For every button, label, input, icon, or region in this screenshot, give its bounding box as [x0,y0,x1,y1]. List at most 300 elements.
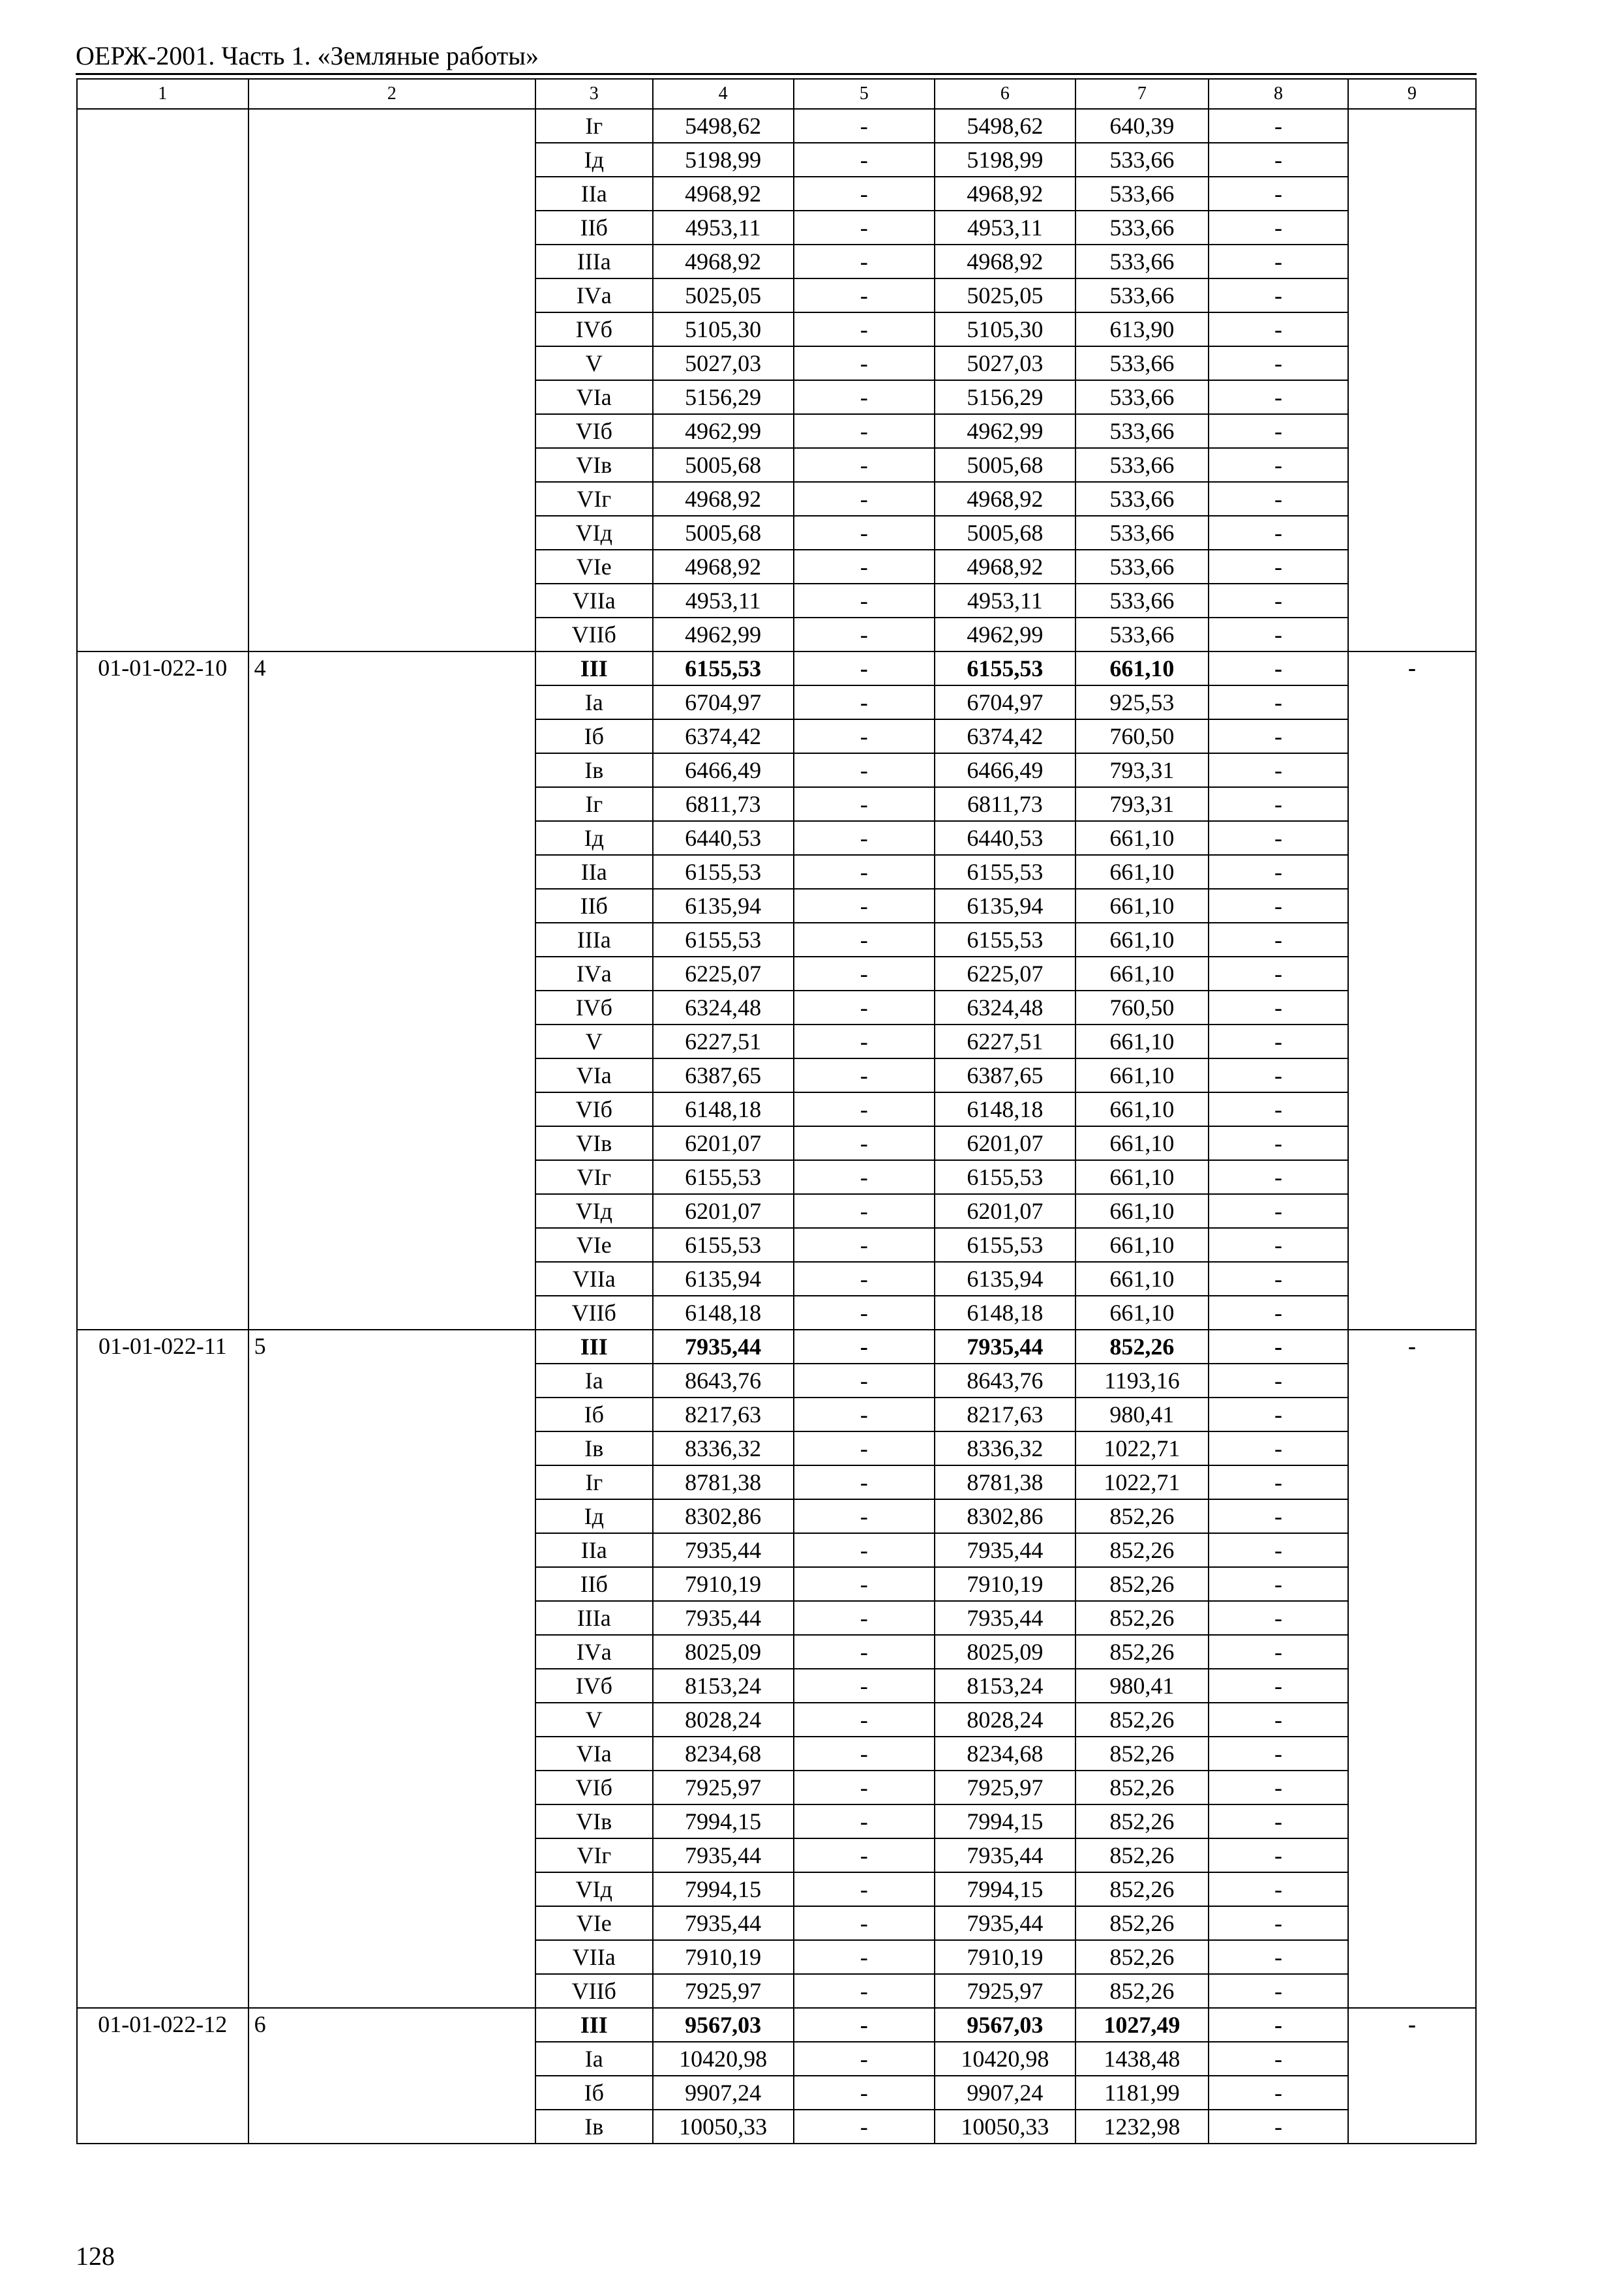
soil-group-cell: VIIа [535,584,653,618]
materials-cell: - [1209,1262,1348,1296]
machinist-wages-cell: 980,41 [1075,1669,1209,1703]
materials-cell: - [1209,1567,1348,1601]
machine-costs-cell: 5027,03 [935,346,1075,380]
machine-costs-cell: 6201,07 [935,1194,1075,1228]
soil-group-cell: Iа [535,1364,653,1398]
materials-cell: - [1209,380,1348,414]
machine-costs-cell: 8781,38 [935,1465,1075,1499]
soil-group-cell: IVб [535,991,653,1025]
direct-costs-cell: 8234,68 [653,1737,794,1771]
wages-cell: - [794,1364,935,1398]
materials-cell: - [1209,1296,1348,1330]
machine-costs-cell: 5156,29 [935,380,1075,414]
materials-cell: - [1209,1533,1348,1567]
direct-costs-cell: 7910,19 [653,1940,794,1974]
direct-costs-cell: 6374,42 [653,719,794,753]
machinist-wages-cell: 852,26 [1075,1635,1209,1669]
machine-costs-cell: 6374,42 [935,719,1075,753]
wages-cell: - [794,618,935,651]
machinist-wages-cell: 760,50 [1075,991,1209,1025]
machine-costs-cell: 7994,15 [935,1804,1075,1838]
direct-costs-cell: 7935,44 [653,1906,794,1940]
direct-costs-cell: 7925,97 [653,1771,794,1804]
materials-cell: - [1209,1804,1348,1838]
machinist-wages-cell: 661,10 [1075,651,1209,685]
column-number-row [77,79,1476,109]
wages-cell: - [794,1262,935,1296]
machine-costs-cell: 6148,18 [935,1296,1075,1330]
soil-group-cell: Iа [535,2042,653,2076]
direct-costs-cell: 4962,99 [653,414,794,448]
soil-group-cell: Iб [535,1398,653,1431]
wages-cell: - [794,923,935,957]
machine-costs-cell: 7935,44 [935,1330,1075,1364]
machine-costs-cell: 8153,24 [935,1669,1075,1703]
machine-costs-cell: 5198,99 [935,143,1075,177]
direct-costs-cell: 4953,11 [653,211,794,245]
column-number-cell: 1 [77,79,248,109]
machine-costs-cell: 4968,92 [935,482,1075,516]
wages-cell: - [794,1465,935,1499]
direct-costs-cell: 7925,97 [653,1974,794,2008]
machine-costs-cell: 6227,51 [935,1025,1075,1058]
materials-cell: - [1209,1058,1348,1092]
direct-costs-cell: 8302,86 [653,1499,794,1533]
soil-group-cell: IIIа [535,1601,653,1635]
wages-cell: - [794,1160,935,1194]
machinist-wages-cell: 661,10 [1075,1025,1209,1058]
machinist-wages-cell: 925,53 [1075,685,1209,719]
column-number-cell: 4 [653,79,794,109]
materials-cell: - [1209,991,1348,1025]
direct-costs-cell: 9907,24 [653,2076,794,2110]
wages-cell: - [794,1804,935,1838]
materials-cell: - [1209,1669,1348,1703]
machine-costs-cell: 6225,07 [935,957,1075,991]
soil-group-cell: VIг [535,482,653,516]
machinist-wages-cell: 533,66 [1075,245,1209,278]
soil-group-cell: Iв [535,2110,653,2144]
machinist-wages-cell: 793,31 [1075,787,1209,821]
machinist-wages-cell: 1022,71 [1075,1465,1209,1499]
direct-costs-cell: 10420,98 [653,2042,794,2076]
soil-group-cell: IVа [535,278,653,312]
direct-costs-cell: 8781,38 [653,1465,794,1499]
wages-cell: - [794,685,935,719]
wages-cell: - [794,1703,935,1737]
soil-group-cell: VIа [535,1058,653,1092]
soil-group-cell: VIе [535,1906,653,1940]
materials-cell: - [1209,1703,1348,1737]
materials-cell: - [1209,1838,1348,1872]
wages-cell: - [794,1974,935,2008]
machine-costs-cell: 6155,53 [935,923,1075,957]
machine-costs-cell: 5498,62 [935,109,1075,143]
soil-group-cell: VIв [535,1804,653,1838]
wages-cell: - [794,1431,935,1465]
materials-cell: - [1209,448,1348,482]
machinist-wages-cell: 1027,49 [1075,2008,1209,2042]
materials-cell: - [1209,2110,1348,2144]
wages-cell: - [794,414,935,448]
wages-cell: - [794,991,935,1025]
materials-cell: - [1209,2008,1348,2042]
soil-group-cell: VIб [535,1092,653,1126]
machinist-wages-cell: 613,90 [1075,312,1209,346]
item-name-cell: 4 [248,651,535,1330]
machinist-wages-cell: 661,10 [1075,1262,1209,1296]
direct-costs-cell: 7935,44 [653,1533,794,1567]
wages-cell: - [794,889,935,923]
direct-costs-cell: 8643,76 [653,1364,794,1398]
direct-costs-cell: 6155,53 [653,923,794,957]
direct-costs-cell: 10050,33 [653,2110,794,2144]
machine-costs-cell: 7994,15 [935,1872,1075,1906]
wages-cell: - [794,211,935,245]
soil-group-cell: IIб [535,889,653,923]
machinist-wages-cell: 533,66 [1075,584,1209,618]
direct-costs-cell: 5025,05 [653,278,794,312]
machine-costs-cell: 8217,63 [935,1398,1075,1431]
materials-cell: - [1209,312,1348,346]
materials-cell: - [1209,821,1348,855]
direct-costs-cell: 6225,07 [653,957,794,991]
soil-group-cell: III [535,1330,653,1364]
machine-costs-cell: 7925,97 [935,1974,1075,2008]
rates-table [76,78,1477,2144]
soil-group-cell: Iд [535,1499,653,1533]
machinist-wages-cell: 852,26 [1075,1838,1209,1872]
machine-costs-cell: 8643,76 [935,1364,1075,1398]
equipment-cell: - [1348,2008,1476,2144]
soil-group-cell: V [535,346,653,380]
materials-cell: - [1209,1872,1348,1906]
soil-group-cell: IIб [535,1567,653,1601]
machine-costs-cell: 8302,86 [935,1499,1075,1533]
machine-costs-cell: 6387,65 [935,1058,1075,1092]
direct-costs-cell: 6324,48 [653,991,794,1025]
machine-costs-cell: 6148,18 [935,1092,1075,1126]
machinist-wages-cell: 852,26 [1075,1330,1209,1364]
soil-group-cell: IIа [535,1533,653,1567]
materials-cell: - [1209,2042,1348,2076]
wages-cell: - [794,1126,935,1160]
soil-group-cell: V [535,1025,653,1058]
wages-cell: - [794,1025,935,1058]
direct-costs-cell: 6148,18 [653,1296,794,1330]
wages-cell: - [794,1669,935,1703]
table-row [77,109,1476,143]
wages-cell: - [794,245,935,278]
soil-group-cell: Iв [535,753,653,787]
machine-costs-cell: 5005,68 [935,516,1075,550]
soil-group-cell: VIа [535,380,653,414]
materials-cell: - [1209,1974,1348,2008]
materials-cell: - [1209,414,1348,448]
direct-costs-cell: 8336,32 [653,1431,794,1465]
soil-group-cell: IIIа [535,923,653,957]
machine-costs-cell: 6135,94 [935,889,1075,923]
materials-cell: - [1209,1364,1348,1398]
wages-cell: - [794,1906,935,1940]
wages-cell: - [794,787,935,821]
machine-costs-cell: 5105,30 [935,312,1075,346]
machinist-wages-cell: 852,26 [1075,1533,1209,1567]
direct-costs-cell: 6201,07 [653,1194,794,1228]
wages-cell: - [794,278,935,312]
materials-cell: - [1209,177,1348,211]
machine-costs-cell: 7935,44 [935,1838,1075,1872]
soil-group-cell: V [535,1703,653,1737]
machine-costs-cell: 6155,53 [935,1160,1075,1194]
direct-costs-cell: 7935,44 [653,1838,794,1872]
materials-cell: - [1209,787,1348,821]
machinist-wages-cell: 852,26 [1075,1872,1209,1906]
materials-cell: - [1209,1737,1348,1771]
page-header-title: ОЕРЖ-2001. Часть 1. «Земляные работы» [76,41,539,70]
machinist-wages-cell: 661,10 [1075,1058,1209,1092]
machinist-wages-cell: 852,26 [1075,1499,1209,1533]
machinist-wages-cell: 533,66 [1075,618,1209,651]
direct-costs-cell: 5198,99 [653,143,794,177]
soil-group-cell: III [535,2008,653,2042]
direct-costs-cell: 8153,24 [653,1669,794,1703]
materials-cell: - [1209,1601,1348,1635]
machine-costs-cell: 4962,99 [935,414,1075,448]
direct-costs-cell: 6387,65 [653,1058,794,1092]
materials-cell: - [1209,109,1348,143]
wages-cell: - [794,1635,935,1669]
soil-group-cell: VIа [535,1737,653,1771]
wages-cell: - [794,516,935,550]
machine-costs-cell: 4968,92 [935,550,1075,584]
item-name-cell: 5 [248,1330,535,2008]
wages-cell: - [794,821,935,855]
materials-cell: - [1209,1398,1348,1431]
machine-costs-cell: 7910,19 [935,1567,1075,1601]
machine-costs-cell: 6201,07 [935,1126,1075,1160]
direct-costs-cell: 7994,15 [653,1804,794,1838]
machinist-wages-cell: 661,10 [1075,821,1209,855]
machinist-wages-cell: 1022,71 [1075,1431,1209,1465]
materials-cell: - [1209,719,1348,753]
machinist-wages-cell: 661,10 [1075,1160,1209,1194]
soil-group-cell: IVа [535,1635,653,1669]
soil-group-cell: VIе [535,1228,653,1262]
wages-cell: - [794,1838,935,1872]
soil-group-cell: VIв [535,448,653,482]
machine-costs-cell: 6155,53 [935,651,1075,685]
wages-cell: - [794,1330,935,1364]
machine-costs-cell: 6466,49 [935,753,1075,787]
column-number-cell: 2 [248,79,535,109]
soil-group-cell: VIIб [535,1296,653,1330]
table-row [77,651,1476,685]
machine-costs-cell: 6704,97 [935,685,1075,719]
direct-costs-cell: 6155,53 [653,1228,794,1262]
materials-cell: - [1209,1194,1348,1228]
soil-group-cell: VIб [535,1771,653,1804]
soil-group-cell: Iд [535,143,653,177]
direct-costs-cell: 4953,11 [653,584,794,618]
machine-costs-cell: 7935,44 [935,1533,1075,1567]
materials-cell: - [1209,1635,1348,1669]
wages-cell: - [794,2042,935,2076]
wages-cell: - [794,2110,935,2144]
soil-group-cell: VIв [535,1126,653,1160]
direct-costs-cell: 9567,03 [653,2008,794,2042]
direct-costs-cell: 8217,63 [653,1398,794,1431]
machinist-wages-cell: 852,26 [1075,1703,1209,1737]
wages-cell: - [794,177,935,211]
wages-cell: - [794,312,935,346]
direct-costs-cell: 4968,92 [653,245,794,278]
soil-group-cell: III [535,651,653,685]
soil-group-cell: VIIа [535,1262,653,1296]
wages-cell: - [794,1499,935,1533]
soil-group-cell: Iд [535,821,653,855]
machinist-wages-cell: 533,66 [1075,550,1209,584]
direct-costs-cell: 6155,53 [653,855,794,889]
machine-costs-cell: 4962,99 [935,618,1075,651]
materials-cell: - [1209,855,1348,889]
item-name-cell: 6 [248,2008,535,2144]
materials-cell: - [1209,1330,1348,1364]
soil-group-cell: Iг [535,787,653,821]
direct-costs-cell: 7994,15 [653,1872,794,1906]
item-code-cell: 01-01-022-11 [77,1330,248,2008]
direct-costs-cell: 5027,03 [653,346,794,380]
materials-cell: - [1209,889,1348,923]
machinist-wages-cell: 1193,16 [1075,1364,1209,1398]
wages-cell: - [794,1940,935,1974]
machinist-wages-cell: 793,31 [1075,753,1209,787]
wages-cell: - [794,109,935,143]
wages-cell: - [794,1228,935,1262]
machinist-wages-cell: 852,26 [1075,1804,1209,1838]
machinist-wages-cell: 533,66 [1075,346,1209,380]
direct-costs-cell: 5156,29 [653,380,794,414]
wages-cell: - [794,584,935,618]
direct-costs-cell: 6135,94 [653,1262,794,1296]
materials-cell: - [1209,143,1348,177]
materials-cell: - [1209,1431,1348,1465]
soil-group-cell: IIа [535,855,653,889]
soil-group-cell: VIг [535,1160,653,1194]
materials-cell: - [1209,516,1348,550]
machine-costs-cell: 7935,44 [935,1601,1075,1635]
column-number-cell: 7 [1075,79,1209,109]
equipment-cell [1348,109,1476,651]
direct-costs-cell: 6704,97 [653,685,794,719]
direct-costs-cell: 6227,51 [653,1025,794,1058]
machinist-wages-cell: 661,10 [1075,855,1209,889]
machine-costs-cell: 4968,92 [935,177,1075,211]
machinist-wages-cell: 852,26 [1075,1906,1209,1940]
direct-costs-cell: 6466,49 [653,753,794,787]
soil-group-cell: VIб [535,414,653,448]
machine-costs-cell: 8025,09 [935,1635,1075,1669]
materials-cell: - [1209,753,1348,787]
soil-group-cell: IIIа [535,245,653,278]
direct-costs-cell: 6155,53 [653,1160,794,1194]
machine-costs-cell: 7925,97 [935,1771,1075,1804]
machinist-wages-cell: 760,50 [1075,719,1209,753]
machine-costs-cell: 8336,32 [935,1431,1075,1465]
direct-costs-cell: 4962,99 [653,618,794,651]
wages-cell: - [794,957,935,991]
machinist-wages-cell: 533,66 [1075,177,1209,211]
direct-costs-cell: 4968,92 [653,177,794,211]
item-code-cell [77,109,248,651]
column-number-cell: 3 [535,79,653,109]
direct-costs-cell: 8028,24 [653,1703,794,1737]
wages-cell: - [794,2008,935,2042]
direct-costs-cell: 5005,68 [653,516,794,550]
direct-costs-cell: 5005,68 [653,448,794,482]
header-rule [76,73,1477,75]
machinist-wages-cell: 661,10 [1075,923,1209,957]
page-number: 128 [76,2241,115,2271]
machinist-wages-cell: 980,41 [1075,1398,1209,1431]
materials-cell: - [1209,957,1348,991]
column-number-cell: 6 [935,79,1075,109]
wages-cell: - [794,753,935,787]
materials-cell: - [1209,1160,1348,1194]
materials-cell: - [1209,1906,1348,1940]
wages-cell: - [794,1872,935,1906]
soil-group-cell: VIд [535,1194,653,1228]
direct-costs-cell: 4968,92 [653,550,794,584]
machinist-wages-cell: 661,10 [1075,957,1209,991]
wages-cell: - [794,1296,935,1330]
machinist-wages-cell: 661,10 [1075,1296,1209,1330]
direct-costs-cell: 5105,30 [653,312,794,346]
machine-costs-cell: 9567,03 [935,2008,1075,2042]
materials-cell: - [1209,550,1348,584]
materials-cell: - [1209,651,1348,685]
wages-cell: - [794,550,935,584]
materials-cell: - [1209,1228,1348,1262]
soil-group-cell: Iа [535,685,653,719]
machinist-wages-cell: 661,10 [1075,1126,1209,1160]
wages-cell: - [794,651,935,685]
soil-group-cell: IVб [535,312,653,346]
machine-costs-cell: 6324,48 [935,991,1075,1025]
machine-costs-cell: 10050,33 [935,2110,1075,2144]
materials-cell: - [1209,1025,1348,1058]
machinist-wages-cell: 661,10 [1075,1194,1209,1228]
soil-group-cell: Iб [535,2076,653,2110]
machine-costs-cell: 4953,11 [935,584,1075,618]
direct-costs-cell: 7935,44 [653,1330,794,1364]
direct-costs-cell: 7910,19 [653,1567,794,1601]
materials-cell: - [1209,482,1348,516]
machinist-wages-cell: 533,66 [1075,414,1209,448]
machine-costs-cell: 4953,11 [935,211,1075,245]
machinist-wages-cell: 661,10 [1075,1092,1209,1126]
soil-group-cell: VIд [535,516,653,550]
item-name-cell [248,109,535,651]
materials-cell: - [1209,278,1348,312]
direct-costs-cell: 6155,53 [653,651,794,685]
machinist-wages-cell: 533,66 [1075,380,1209,414]
item-code-cell: 01-01-022-12 [77,2008,248,2144]
wages-cell: - [794,1737,935,1771]
wages-cell: - [794,380,935,414]
wages-cell: - [794,1398,935,1431]
wages-cell: - [794,346,935,380]
